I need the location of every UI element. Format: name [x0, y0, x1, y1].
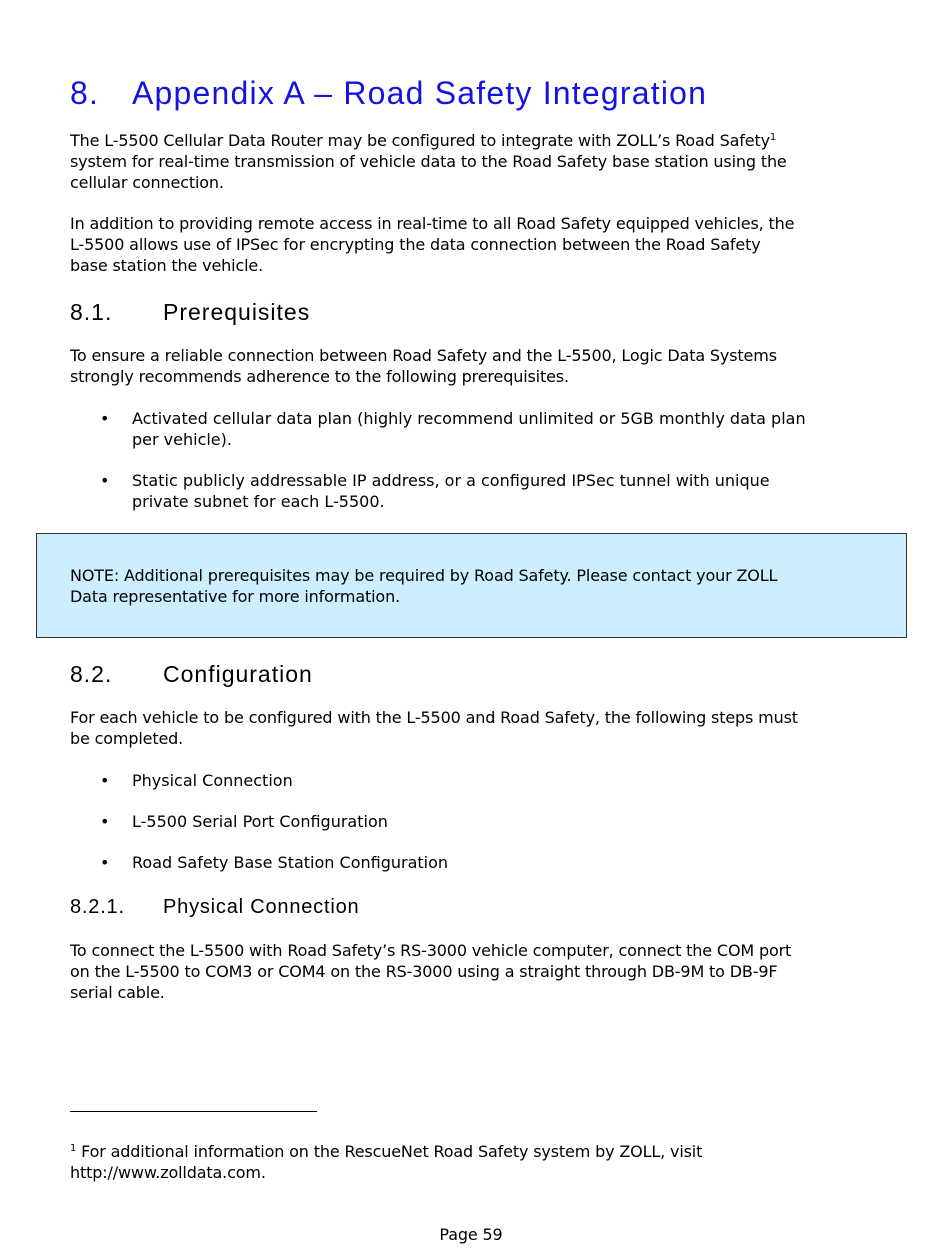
list-item: • Static publicly addressable IP address, or a configured IPSec tunnel with unique private subnet for each L-5500. — [100, 471, 770, 511]
section-heading-prerequisites: 8.1. Prerequisites — [70, 299, 311, 325]
bullet-icon: • — [100, 812, 110, 831]
list-item: • L-5500 Serial Port Configuration — [100, 812, 388, 831]
footnote: $^1$ For additional information on the RescueNet Road Safety system by ZOLL, visit http://www.zolldata.com. — [70, 1142, 703, 1182]
bullet-icon: • — [100, 471, 110, 490]
intro-paragraph-1: The L-5500 Cellular Data Router may be configured to integrate with ZOLL’s Road Safety$^1$ system for real-time transmission of vehicle data to the Road Safety base station using the cellular connection. — [70, 131, 787, 192]
page-number: Page 59 — [439, 1225, 503, 1244]
bullet-icon: • — [100, 771, 110, 790]
bullet-icon: • — [100, 409, 110, 428]
note-box: NOTE: Additional prerequisites may be required by Road Safety. Please contact your ZOLL Data representative for more information. — [36, 533, 907, 638]
list-item: • Physical Connection — [100, 771, 293, 790]
config-paragraph: For each vehicle to be configured with the L-5500 and Road Safety, the following steps must be completed. — [70, 708, 798, 748]
page-title: 8. Appendix A – Road Safety Integration — [70, 75, 708, 111]
list-item: • Activated cellular data plan (highly recommend unlimited or 5GB monthly data plan per vehicle). — [100, 409, 806, 449]
prereq-paragraph: To ensure a reliable connection between Road Safety and the L-5500, Logic Data Systems strongly recommends adherence to the following prerequisites. — [70, 346, 777, 386]
footnote-separator — [70, 1111, 317, 1112]
intro-paragraph-2: In addition to providing remote access in real-time to all Road Safety equipped vehicles, the L-5500 allows use of IPSec for encrypting the data connection between the Road Safety base station the vehicle. — [70, 214, 795, 275]
list-item: • Road Safety Base Station Configuration — [100, 853, 449, 872]
subsection-heading-physical-connection: 8.2.1. Physical Connection — [70, 896, 360, 918]
footnote-ref[interactable]: 1 — [769, 132, 777, 143]
physical-paragraph: To connect the L-5500 with Road Safety’s RS-3000 vehicle computer, connect the COM port on the L-5500 to COM3 or COM4 on the RS-3000 using a straight through DB-9M to DB-9F serial cable. — [70, 941, 792, 1002]
footnote-link[interactable]: http://www.zolldata.com. — [70, 1163, 266, 1182]
bullet-icon: • — [100, 853, 110, 872]
section-heading-configuration: 8.2. Configuration — [70, 661, 313, 687]
